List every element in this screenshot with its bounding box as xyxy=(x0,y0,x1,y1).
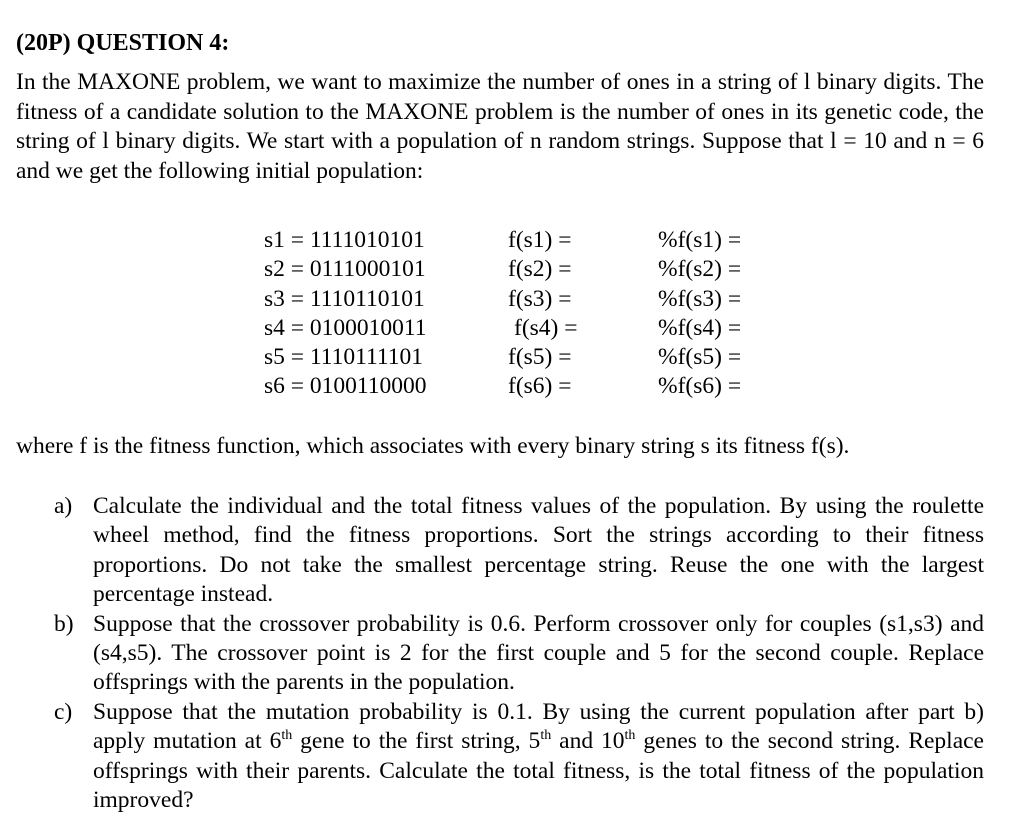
task-marker: a) xyxy=(54,493,73,519)
task-text-part: gene to the first string, 5 xyxy=(292,728,541,755)
fitness-value: f(s5) = xyxy=(508,344,572,371)
binary-string: s2 = 0111000101 xyxy=(264,256,426,283)
task-text-part: and 10 xyxy=(551,728,625,755)
question-heading: (20P) QUESTION 4: xyxy=(16,30,230,56)
task-text: Suppose that the crossover probability is 0.6. Perform crossover only for couples (s1,s3) and (s4,s5). The crossover point is 2 for the first couple and 5 for the second couple. Replace offsprings with the parents in the population. xyxy=(93,610,984,696)
binary-string: s4 = 0100010011 xyxy=(264,314,427,341)
fitness-percentage: %f(s5) = xyxy=(658,344,742,371)
task-text-part: genes to the second string. Replace offsprings with their parents. Calculate the total fitness, is the total fitness of the population improved? xyxy=(93,728,984,814)
task-marker: c) xyxy=(54,698,73,725)
task-text: Calculate the individual and the total fitness values of the population. By using the roulette wheel method, find the fitness proportions. Sort the strings according to their fitness proportions. Do not take the smallest percentage string. Reuse the one with the largest percentage instead. xyxy=(93,493,984,608)
ordinal-suffix: th xyxy=(281,728,293,744)
fitness-percentage: %f(s2) = xyxy=(658,256,742,283)
question-page xyxy=(16,0,988,836)
binary-string: s6 = 0100110000 xyxy=(264,373,427,400)
problem-statement: In the MAXONE problem, we want to maximize the number of ones in a string of l binary digits. The fitness of a candidate solution to the MAXONE problem is the number of ones in its genetic code, the string of l binary digits. We start with a population of n random strings. Suppose that l = 10 and n = 6 and we get the following initial population: xyxy=(16,69,984,184)
task-b xyxy=(16,610,984,698)
task-a xyxy=(16,492,984,610)
ordinal-suffix: th xyxy=(540,728,552,744)
task-list xyxy=(16,492,984,815)
binary-string: s3 = 1110110101 xyxy=(264,285,425,312)
task-marker: b) xyxy=(54,610,74,637)
task-text-part: Suppose that the mutation probability is 0.1. By using the current population after part b) apply mutation at 6 xyxy=(93,698,984,755)
fitness-percentage: %f(s3) = xyxy=(658,285,742,312)
binary-string: s1 = 1111010101 xyxy=(264,227,425,253)
fitness-value: f(s3) = xyxy=(508,285,572,312)
fitness-value: f(s6) = xyxy=(508,373,572,400)
fitness-percentage: %f(s4) = xyxy=(658,314,742,341)
fitness-value: f(s4) = xyxy=(514,314,578,341)
fitness-percentage: %f(s1) = xyxy=(658,227,742,253)
ordinal-suffix: th xyxy=(624,728,636,744)
binary-string: s5 = 1110111101 xyxy=(264,344,424,371)
task-c xyxy=(16,698,984,816)
fitness-value: f(s1) = xyxy=(508,227,572,253)
fitness-definition: where f is the fitness function, which associates with every binary string s its fitness f(s). xyxy=(16,433,850,459)
fitness-percentage: %f(s6) = xyxy=(658,373,742,400)
task-text xyxy=(93,699,984,813)
fitness-value: f(s2) = xyxy=(508,256,572,283)
